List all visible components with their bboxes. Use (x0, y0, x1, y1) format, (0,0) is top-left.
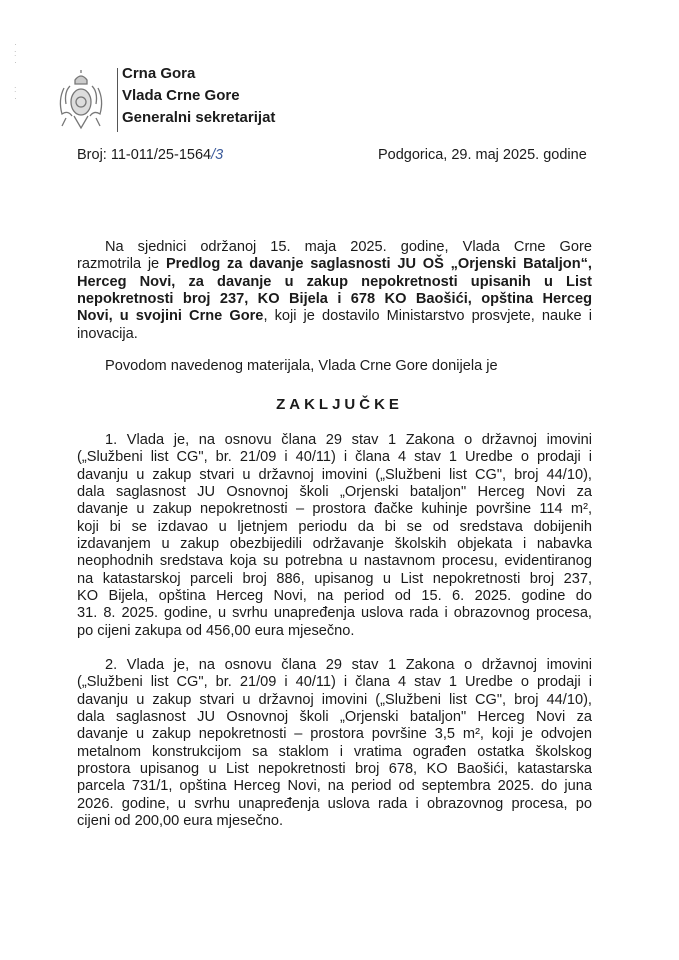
text-line (77, 796, 592, 813)
text-line (77, 239, 592, 256)
text-line (77, 501, 592, 518)
reference-number-text: Broj: 11-011/25-1564 (77, 147, 212, 163)
text: koji bi se izdavao u ljetnjem periodu da bi se od sredstava dobijenih (77, 518, 592, 535)
text-line (77, 449, 592, 466)
text-line (77, 274, 592, 291)
conclusions-title: ZAKLJUČKE (276, 396, 403, 413)
text-line (77, 553, 592, 570)
text: izdavanjem u zakup obezbijedili održavanje školskih objekata i nabavka (77, 536, 592, 553)
text: („Službeni list CG", br. 21/09 i 40/11) i člana 4 stav 1 Uredbe o prodaji i (77, 674, 592, 691)
text: 1. Vlada je, na osnovu člana 29 stav 1 Zakona o državnoj imovini (105, 432, 592, 448)
text: 2. Vlada je, na osnovu člana 29 stav 1 Zakona o državnoj imovini (105, 657, 592, 673)
text: davanju u zakup stvari u državnoj imovini („Službeni list CG", broj 44/10), (77, 466, 592, 483)
text-line (77, 571, 592, 588)
text: davanje u zakup nepokretnosti – prostora đačke kuhinje površine 114 m², (77, 501, 592, 518)
bold-text: Herceg Novi, za davanje u zakup nepokretnosti upisanih u List (77, 273, 592, 290)
conclusion-item-1 (77, 432, 592, 640)
text-line (77, 692, 592, 709)
text: davanju u zakup stvari u državnoj imovini („Službeni list CG", broj 44/10), (77, 691, 592, 708)
text-line (77, 484, 592, 501)
text: po cijeni zakupa od 456,00 eura mjesečno. (77, 622, 355, 639)
text-line (77, 467, 592, 484)
text-line (77, 761, 592, 778)
text-line (77, 326, 592, 343)
header-government: Vlada Crne Gore (122, 87, 240, 104)
text-line (77, 605, 592, 622)
text-line (77, 358, 592, 375)
text: , koji je dostavilo Ministarstvo prosvjete, nauke i (263, 308, 592, 325)
text: dala saglasnost JU Osnovnoj školi „Orjenski bataljon" Herceg Novi za (77, 484, 592, 501)
text-line (77, 256, 592, 273)
text: Povodom navedenog materijala, Vlada Crne Gore donijela je (105, 358, 498, 374)
reference-number (77, 147, 223, 163)
text-line (77, 709, 592, 726)
text: neophodnih sredstava koja su potrebna u nastavnom procesu, evidentiranog (77, 553, 592, 570)
intro-decision-paragraph (77, 358, 592, 375)
bold-text: Novi, u svojini Crne Gore (77, 308, 264, 325)
text: cijeni od 200,00 eura mjesečno. (77, 813, 284, 830)
place-date: Podgorica, 29. maj 2025. godine (378, 147, 587, 163)
text-line (77, 657, 592, 674)
text-line (77, 674, 592, 691)
scan-specks: · : · : · (14, 39, 17, 103)
text: dala saglasnost JU Osnovnoj školi „Orjenski bataljon" Herceg Novi za (77, 709, 592, 726)
text: prostora upisanog u List nepokretnosti broj 678, KO Baošići, katastarska (77, 761, 592, 778)
handwritten-suffix: /3 (211, 147, 224, 163)
text-line (77, 536, 592, 553)
text: 2026. godine, u svrhu unapređenja uslova rada i obrazovnog procesa, po (77, 795, 592, 812)
text-line (77, 726, 592, 743)
text: na katastarskoj parceli broj 886, upisanog u List nepokretnosti broj 237, (77, 570, 592, 587)
text: 31. 8. 2025. godine, u svrhu unapređenja uslova rada i obrazovnog procesa, (77, 605, 592, 622)
text-line (77, 308, 592, 325)
text: metalnom konstrukcijom sa staklom i vratima ograđen ostatka školskog (77, 743, 592, 760)
text-line (77, 519, 592, 536)
bold-text: nepokretnosti broj 237, KO Bijela i 678 KO Baošići, opština Herceg (77, 291, 592, 308)
text: davanje u zakup nepokretnosti – prostora površine 3,5 m², koji je odvojen (77, 726, 592, 743)
text: („Službeni list CG", br. 21/09 i 40/11) i člana 4 stav 1 Uredbe o prodaji i (77, 449, 592, 466)
coat-of-arms-icon (56, 70, 106, 132)
intro-paragraph (77, 239, 592, 343)
text-line (77, 291, 592, 308)
conclusion-item-2 (77, 657, 592, 830)
text: razmotrila je (77, 256, 166, 273)
text-line (77, 432, 592, 449)
text-line (77, 778, 592, 795)
text-line (77, 813, 592, 830)
text-line (77, 744, 592, 761)
text-line (77, 588, 592, 605)
header-divider (117, 68, 118, 132)
bold-text: Predlog za davanje saglasnosti JU OŠ „Orjenski Bataljon“, (165, 256, 592, 273)
text: Na sjednici održanoj 15. maja 2025. godine, Vlada Crne Gore (105, 239, 592, 255)
text: inovacija. (77, 325, 138, 342)
text: parcela 731/1, opština Herceg Novi, na period od septembra 2025. do juna (77, 778, 592, 795)
header-country: Crna Gora (122, 65, 196, 82)
text-line (77, 623, 592, 640)
header-department: Generalni sekretarijat (122, 109, 276, 126)
text: KO Bijela, opština Herceg Novi, na period od 15. 6. 2025. godine do (77, 588, 592, 605)
